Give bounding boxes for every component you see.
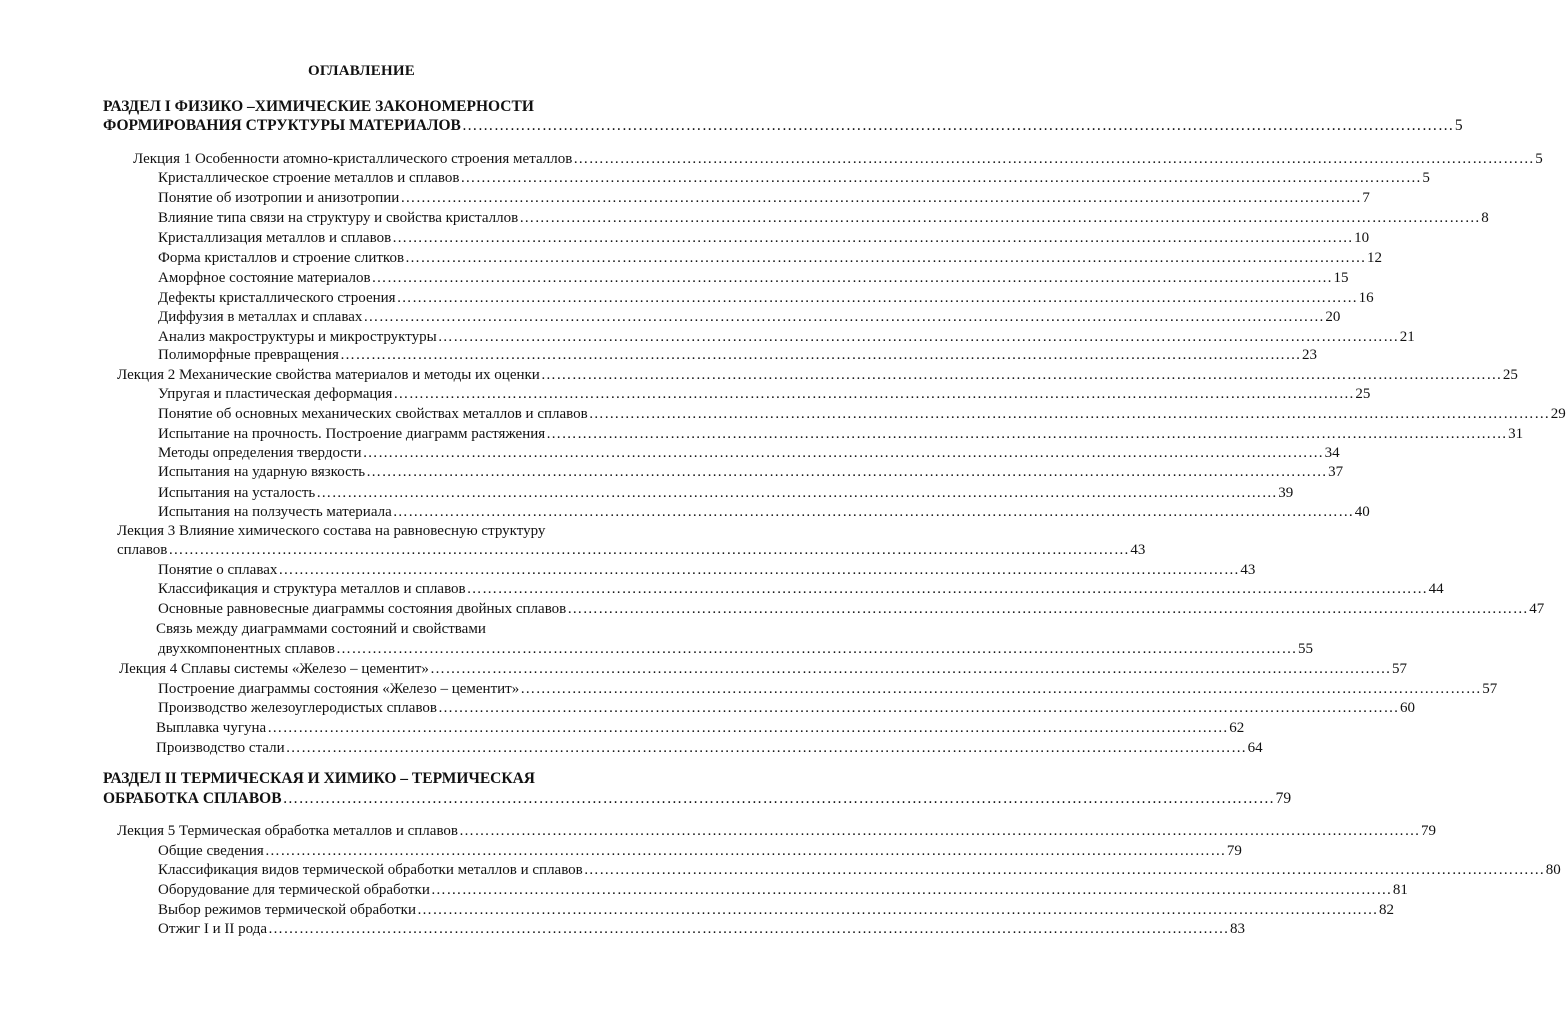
dot-leader: …………………………………………………………………………………………………………………………………………………………………… — [466, 581, 1428, 597]
toc-lecture-3[interactable] — [117, 541, 1146, 559]
toc-item[interactable] — [158, 169, 1430, 187]
toc-section-1[interactable] — [103, 117, 1463, 135]
dot-leader: …………………………………………………………………………………………………………………………………………………………………… — [168, 542, 1130, 558]
lecture-label: сплавов — [117, 542, 168, 558]
item-label: Классификация и структура металлов и сплавов — [158, 581, 466, 597]
dot-leader: …………………………………………………………………………………………………………………………………………………………………… — [335, 641, 1297, 657]
dot-leader: …………………………………………………………………………………………………………………………………………………………………… — [267, 921, 1229, 937]
item-label: Полиморфные превращения — [158, 347, 339, 363]
page-number: 12 — [1367, 250, 1383, 266]
dot-leader: …………………………………………………………………………………………………………………………………………………………………… — [264, 843, 1226, 859]
item-label: Испытание на прочность. Построение диаграмм растяжения — [158, 426, 546, 442]
item-label: Производство стали — [156, 740, 285, 756]
item-label: Аморфное состояние материалов — [158, 270, 371, 286]
dot-leader: …………………………………………………………………………………………………………………………………………………………………… — [363, 309, 1325, 325]
dot-leader: …………………………………………………………………………………………………………………………………………………………………… — [396, 290, 1358, 306]
toc-item[interactable] — [158, 580, 1444, 598]
lecture-label: Лекция 2 Механические свойства материалов и методы их оценки — [117, 367, 540, 383]
dot-leader: …………………………………………………………………………………………………………………………………………………………………… — [583, 862, 1545, 878]
toc-item[interactable] — [158, 229, 1370, 247]
page-number: 81 — [1392, 882, 1408, 898]
toc-item[interactable] — [158, 503, 1370, 521]
page-number: 83 — [1229, 921, 1245, 937]
page-number: 62 — [1229, 720, 1245, 736]
page-number: 60 — [1400, 700, 1416, 716]
item-label: Дефекты кристаллического строения — [158, 290, 396, 306]
page-number: 79 — [1275, 790, 1292, 807]
item-label: Классификация видов термической обработки металлов и сплавов — [158, 862, 583, 878]
l3-last-line1: Связь между диаграммами состояний и свойствами — [156, 621, 486, 637]
item-label: Упругая и пластическая деформация — [158, 386, 393, 402]
toc-item[interactable] — [158, 680, 1498, 698]
dot-leader: …………………………………………………………………………………………………………………………………………………………………… — [400, 190, 1362, 206]
toc-item[interactable] — [158, 881, 1408, 899]
page-number: 39 — [1278, 485, 1294, 501]
toc-item[interactable] — [158, 861, 1561, 879]
page-number: 82 — [1378, 902, 1394, 918]
dot-leader: …………………………………………………………………………………………………………………………………………………………………… — [285, 740, 1247, 756]
toc-item[interactable] — [158, 842, 1242, 860]
toc-item[interactable] — [158, 699, 1416, 717]
page-number: 23 — [1301, 347, 1317, 363]
toc-item[interactable] — [158, 640, 1313, 658]
page-number: 79 — [1226, 843, 1242, 859]
page-number: 47 — [1529, 601, 1545, 617]
dot-leader: …………………………………………………………………………………………………………………………………………………………………… — [267, 720, 1229, 736]
toc-item[interactable] — [158, 346, 1317, 364]
lecture-label: Лекция 4 Сплавы системы «Железо – цементит» — [119, 661, 429, 677]
item-label: Испытания на ползучесть материала — [158, 504, 392, 520]
toc-section-2[interactable] — [103, 790, 1292, 808]
item-label: Влияние типа связи на структуру и свойства кристаллов — [158, 210, 519, 226]
item-label: Выбор режимов термической обработки — [158, 902, 416, 918]
toc-item[interactable] — [158, 328, 1415, 346]
dot-leader: …………………………………………………………………………………………………………………………………………………………………… — [520, 681, 1482, 697]
lecture-label: Лекция 5 Термическая обработка металлов и сплавов — [117, 823, 459, 839]
dot-leader: …………………………………………………………………………………………………………………………………………………………………… — [567, 601, 1529, 617]
section-2-heading-line2: ОБРАБОТКА СПЛАВОВ — [103, 790, 282, 807]
page-number: 37 — [1328, 464, 1344, 480]
section-1-heading-line2: ФОРМИРОВАНИЯ СТРУКТУРЫ МАТЕРИАЛОВ — [103, 117, 461, 134]
dot-leader: …………………………………………………………………………………………………………………………………………………………………… — [429, 661, 1391, 677]
page-number: 64 — [1247, 740, 1263, 756]
item-label: Диффузия в металлах и сплавах — [158, 309, 363, 325]
toc-item[interactable] — [158, 405, 1566, 423]
toc-item[interactable] — [158, 444, 1340, 462]
section-1-heading-line1: РАЗДЕЛ I ФИЗИКО –ХИМИЧЕСКИЕ ЗАКОНОМЕРНОСТИ — [103, 98, 534, 115]
dot-leader: …………………………………………………………………………………………………………………………………………………………………… — [316, 485, 1278, 501]
item-label: Форма кристаллов и строение слитков — [158, 250, 405, 266]
lecture-3-line1: Лекция 3 Влияние химического состава на равновесную структуру — [117, 523, 546, 539]
item-label: Основные равновесные диаграммы состояния двойных сплавов — [158, 601, 567, 617]
toc-item[interactable] — [158, 189, 1370, 207]
page-number: 25 — [1355, 386, 1371, 402]
toc-item[interactable] — [158, 289, 1374, 307]
page-number: 80 — [1545, 862, 1561, 878]
page-number: 55 — [1297, 641, 1313, 657]
page-number: 15 — [1333, 270, 1349, 286]
dot-leader: …………………………………………………………………………………………………………………………………………………………………… — [393, 386, 1355, 402]
section-2-heading-line1: РАЗДЕЛ II ТЕРМИЧЕСКАЯ И ХИМИКО – ТЕРМИЧЕСКАЯ — [103, 770, 535, 787]
page-number: 5 — [1535, 151, 1543, 167]
page-number: 5 — [1454, 117, 1463, 134]
toc-item[interactable] — [158, 920, 1245, 938]
page-number: 5 — [1422, 170, 1430, 186]
toc-item[interactable] — [158, 463, 1344, 481]
toc-item[interactable] — [158, 249, 1383, 267]
item-label: Кристаллическое строение металлов и сплавов — [158, 170, 460, 186]
dot-leader: …………………………………………………………………………………………………………………………………………………………………… — [588, 406, 1550, 422]
item-label: Понятие о сплавах — [158, 562, 278, 578]
dot-leader: …………………………………………………………………………………………………………………………………………………………………… — [371, 270, 1333, 286]
dot-leader: …………………………………………………………………………………………………………………………………………………………………… — [430, 882, 1392, 898]
page-number: 20 — [1325, 309, 1341, 325]
item-label: Испытания на ударную вязкость — [158, 464, 366, 480]
item-label: Понятие об изотропии и анизотропии — [158, 190, 400, 206]
dot-leader: …………………………………………………………………………………………………………………………………………………………………… — [366, 464, 1328, 480]
dot-leader: …………………………………………………………………………………………………………………………………………………………………… — [540, 367, 1502, 383]
page-number: 16 — [1358, 290, 1374, 306]
page-number: 29 — [1550, 406, 1566, 422]
page-number: 44 — [1428, 581, 1444, 597]
item-label: Методы определения твердости — [158, 445, 362, 461]
dot-leader: …………………………………………………………………………………………………………………………………………………………………… — [460, 170, 1422, 186]
page-number: 10 — [1354, 230, 1370, 246]
dot-leader: …………………………………………………………………………………………………………………………………………………………………… — [519, 210, 1481, 226]
dot-leader: …………………………………………………………………………………………………………………………………………………………………… — [282, 790, 1275, 807]
toc-item[interactable] — [158, 561, 1256, 579]
item-label: Построение диаграммы состояния «Железо – цементит» — [158, 681, 520, 697]
page-number: 57 — [1482, 681, 1498, 697]
toc-lecture-4[interactable] — [119, 660, 1407, 678]
toc-item[interactable] — [158, 484, 1294, 502]
dot-leader: …………………………………………………………………………………………………………………………………………………………………… — [438, 700, 1400, 716]
dot-leader: …………………………………………………………………………………………………………………………………………………………………… — [278, 562, 1240, 578]
page-number: 25 — [1502, 367, 1518, 383]
toc-item[interactable] — [158, 269, 1349, 287]
item-label: Общие сведения — [158, 843, 264, 859]
toc-item[interactable] — [158, 209, 1489, 227]
page-number: 34 — [1324, 445, 1340, 461]
item-label: Выплавка чугуна — [156, 720, 267, 736]
toc-item[interactable] — [156, 739, 1263, 757]
dot-leader: …………………………………………………………………………………………………………………………………………………………………… — [546, 426, 1508, 442]
dot-leader: …………………………………………………………………………………………………………………………………………………………………… — [339, 347, 1301, 363]
item-label: Оборудование для термической обработки — [158, 882, 430, 898]
toc-item[interactable] — [158, 308, 1341, 326]
toc-item[interactable] — [158, 901, 1394, 919]
dot-leader: …………………………………………………………………………………………………………………………………………………………………… — [459, 823, 1421, 839]
page-number: 31 — [1508, 426, 1524, 442]
toc-lecture-5[interactable] — [117, 822, 1437, 840]
page-title: ОГЛАВЛЕНИЕ — [308, 63, 415, 79]
dot-leader: …………………………………………………………………………………………………………………………………………………………………… — [573, 151, 1535, 167]
item-label: двухкомпонентных сплавов — [158, 641, 335, 657]
item-label: Понятие об основных механических свойствах металлов и сплавов — [158, 406, 588, 422]
page-number: 43 — [1240, 562, 1256, 578]
lecture-label: Лекция 1 Особенности атомно-кристаллического строения металлов — [133, 151, 573, 167]
item-label: Анализ макроструктуры и микроструктуры — [158, 329, 437, 345]
page-number: 43 — [1130, 542, 1146, 558]
dot-leader: …………………………………………………………………………………………………………………………………………………………………… — [437, 329, 1399, 345]
dot-leader: …………………………………………………………………………………………………………………………………………………………………… — [416, 902, 1378, 918]
dot-leader: …………………………………………………………………………………………………………………………………………………………………… — [392, 230, 1354, 246]
page-number: 40 — [1354, 504, 1370, 520]
toc-lecture-1[interactable] — [133, 150, 1543, 168]
dot-leader: …………………………………………………………………………………………………………………………………………………………………… — [362, 445, 1324, 461]
page-number: 79 — [1421, 823, 1437, 839]
dot-leader: …………………………………………………………………………………………………………………………………………………………………… — [405, 250, 1367, 266]
toc-item[interactable] — [158, 385, 1371, 403]
toc-item[interactable] — [156, 719, 1245, 737]
toc-item[interactable] — [158, 600, 1545, 618]
page-number: 7 — [1362, 190, 1370, 206]
toc-lecture-2[interactable] — [117, 366, 1518, 384]
item-label: Производство железоуглеродистых сплавов — [158, 700, 438, 716]
dot-leader: …………………………………………………………………………………………………………………………………………………………………… — [392, 504, 1354, 520]
page-number: 57 — [1391, 661, 1407, 677]
item-label: Кристаллизация металлов и сплавов — [158, 230, 392, 246]
dot-leader: …………………………………………………………………………………………………………………………………………………………………… — [461, 117, 1454, 134]
page-number: 8 — [1481, 210, 1489, 226]
item-label: Испытания на усталость — [158, 485, 316, 501]
item-label: Отжиг I и II рода — [158, 921, 267, 937]
toc-item[interactable] — [158, 425, 1524, 443]
page-number: 21 — [1399, 329, 1415, 345]
